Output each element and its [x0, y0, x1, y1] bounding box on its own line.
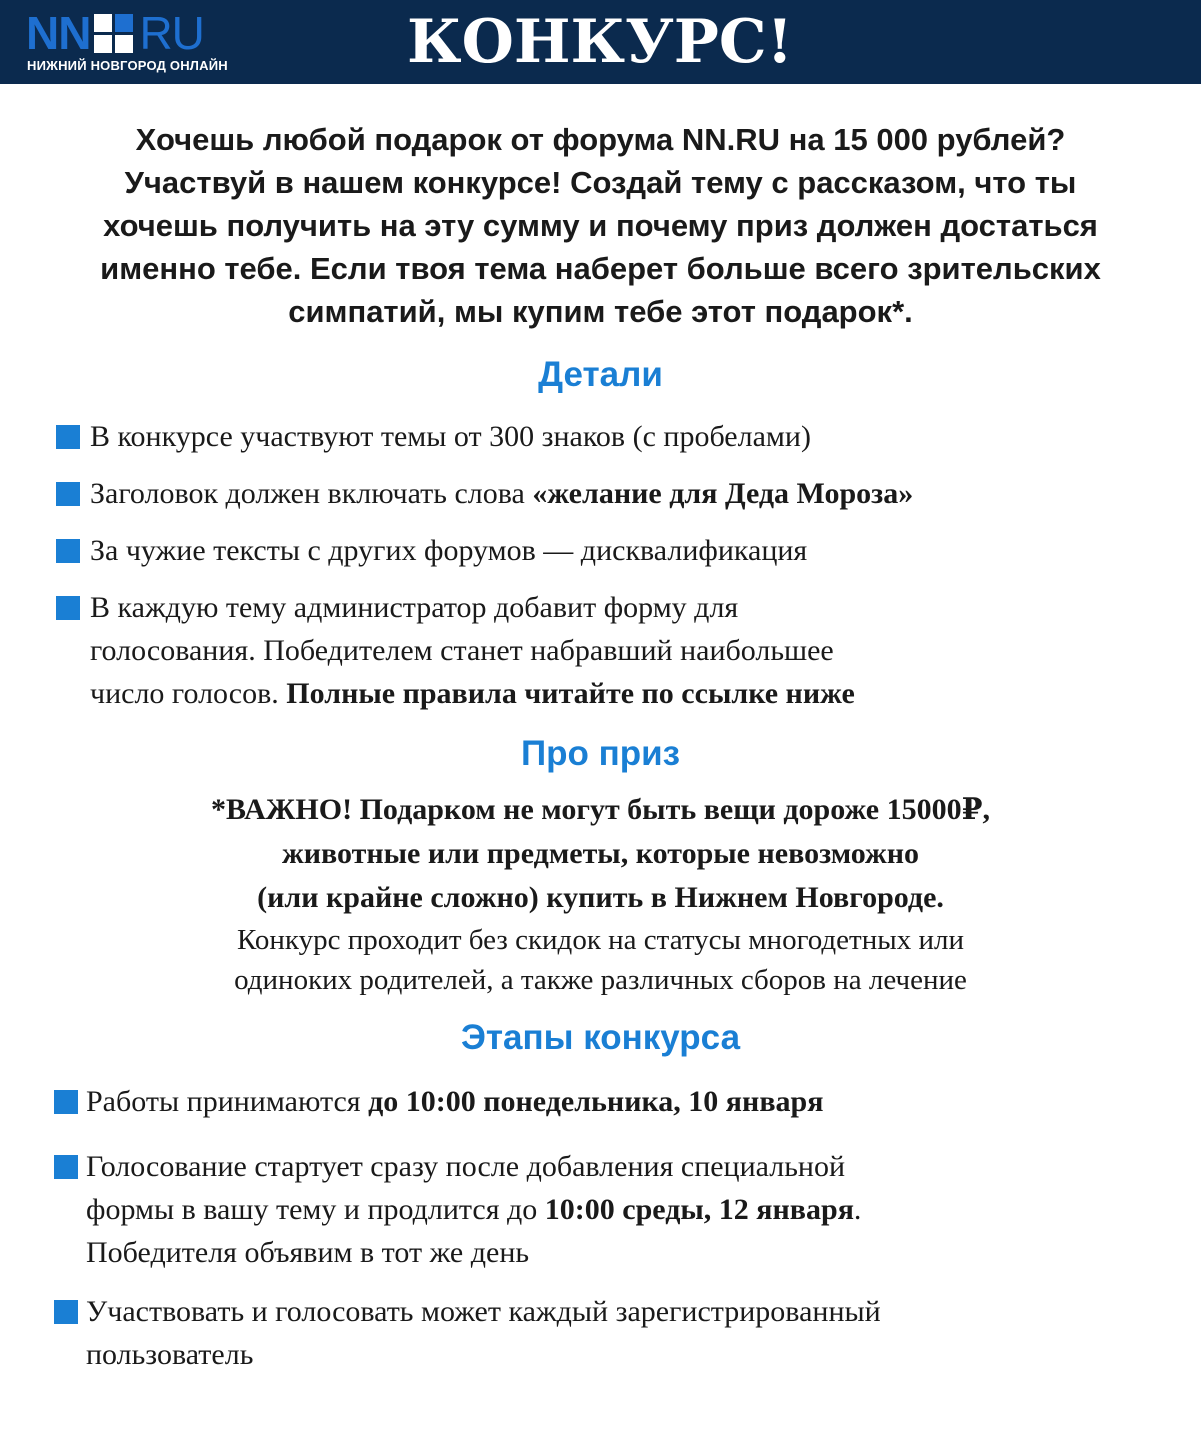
nn-ru-logo[interactable]	[26, 7, 276, 76]
prize-bold-line: животные или предметы, которые невозможно	[281, 837, 920, 870]
details-item-4-text: число голосов.	[90, 677, 287, 710]
stages-item-2-bold: 10:00 среды, 12 января	[544, 1193, 854, 1226]
details-item-4-line: голосования. Победителем станет набравший наибольшее	[90, 634, 834, 667]
bullet-square-icon	[54, 1155, 78, 1179]
logo-ru-text: RU	[139, 7, 204, 59]
stages-item-2-end: .	[853, 1193, 862, 1226]
stages-item-2	[86, 1145, 861, 1274]
prize-bold-line: (или крайне сложно) купить в Нижнем Новгороде.	[257, 881, 944, 914]
bullet-square-icon	[54, 1090, 78, 1114]
details-item-2-bold: «желание для Деда Мороза»	[532, 477, 914, 510]
bullet-square-icon	[56, 425, 80, 449]
logo-squares-icon	[94, 14, 133, 53]
details-item-3: За чужие тексты с других форумов — дисквалификация	[90, 534, 808, 567]
intro-line: хочешь получить на эту сумму и почему приз должен достаться	[103, 208, 1098, 243]
stages-item-1-bold: до 10:00 понедельника, 10 января	[368, 1085, 824, 1118]
prize-note-line: Конкурс проходит без скидок на статусы многодетных или	[237, 924, 964, 956]
bullet-square-icon	[56, 539, 80, 563]
prize-important-note	[60, 788, 1141, 920]
details-item-4	[90, 586, 855, 715]
prize-discount-note	[60, 920, 1141, 1000]
stages-heading: Этапы конкурса	[460, 1018, 741, 1057]
stages-item-3-line: Участвовать и голосовать может каждый зарегистрированный	[86, 1295, 881, 1328]
details-item-2-text: Заголовок должен включать слова	[90, 477, 533, 510]
stages-item-2-line: Голосование стартует сразу после добавления специальной	[86, 1150, 846, 1183]
stages-item-2-line: Победителя объявим в тот же день	[86, 1236, 530, 1269]
details-heading: Детали	[538, 355, 663, 394]
bullet-square-icon	[54, 1300, 78, 1324]
intro-text	[30, 118, 1171, 333]
details-item-1: В конкурсе участвуют темы от 300 знаков (с пробелами)	[90, 420, 811, 453]
prize-heading: Про приз	[520, 734, 681, 773]
stages-item-1	[86, 1080, 823, 1123]
details-item-4-line: В каждую тему администратор добавит форму для	[90, 591, 739, 624]
logo-wordmark	[26, 7, 204, 59]
stages-item-3	[86, 1290, 881, 1376]
stages-item-1-text: Работы принимаются	[86, 1085, 369, 1118]
stages-item-3-line: пользователь	[86, 1338, 254, 1371]
logo-nn-text: NN	[26, 7, 91, 59]
intro-line: симпатий, мы купим тебе этот подарок*.	[288, 294, 913, 329]
logo-subtitle: НИЖНИЙ НОВГОРОД ОНЛАЙН	[27, 58, 228, 73]
page-title: КОНКУРС!	[406, 7, 793, 77]
bullet-square-icon	[56, 596, 80, 620]
intro-line: Хочешь любой подарок от форума NN.RU на 15 000 рублей?	[135, 122, 1066, 157]
stages-item-2-text: формы в вашу тему и продлится до	[86, 1193, 545, 1226]
full-rules-note: Полные правила читайте по ссылке ниже	[286, 677, 855, 710]
header-bar	[0, 0, 1201, 84]
details-item-2	[90, 472, 913, 515]
intro-line: Участвуй в нашем конкурсе! Создай тему с рассказом, что ты	[124, 165, 1077, 200]
stages-item-2-line	[86, 1188, 861, 1231]
prize-bold-line: *ВАЖНО! Подарком не могут быть вещи дороже 15000₽,	[210, 793, 990, 826]
intro-line: именно тебе. Если твоя тема наберет больше всего зрительских	[100, 251, 1101, 286]
bullet-square-icon	[56, 482, 80, 506]
details-item-4-line	[90, 672, 855, 715]
prize-note-line: одиноких родителей, а также различных сборов на лечение	[234, 964, 967, 996]
